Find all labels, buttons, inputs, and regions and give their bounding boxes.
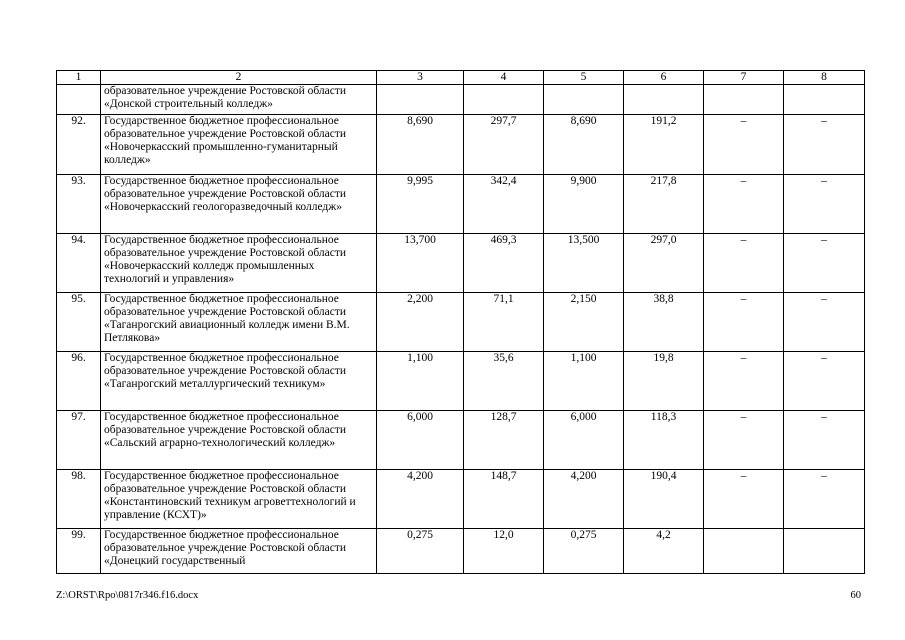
row-number: 96.: [57, 352, 101, 411]
value-col-4: 35,6: [464, 352, 544, 411]
value-col-3: 0,275: [377, 529, 464, 574]
row-number: 94.: [57, 234, 101, 293]
value-col-7: –: [704, 470, 784, 529]
table-row: [57, 85, 865, 115]
file-path: Z:\ORST\Rpo\0817r346.f16.docx: [56, 590, 199, 601]
row-number: 95.: [57, 293, 101, 352]
value-col-5: 1,100: [544, 352, 624, 411]
institution-name: Государственное бюджетное профессиональное образовательное учреждение Ростовской области «Новочеркасский геологоразведочный колледж»: [101, 175, 377, 234]
value-col-4: 297,7: [464, 115, 544, 175]
row-number: 99.: [57, 529, 101, 574]
column-header: 4: [464, 71, 544, 85]
value-col-5: 8,690: [544, 115, 624, 175]
value-col-7: –: [704, 352, 784, 411]
table-row: [57, 234, 865, 293]
row-number: 97.: [57, 411, 101, 470]
value-col-8: –: [784, 352, 865, 411]
value-col-8: –: [784, 293, 865, 352]
value-col-7: –: [704, 293, 784, 352]
institution-name: Государственное бюджетное профессиональное образовательное учреждение Ростовской области «Таганрогский авиационный колледж имени В.М. Петлякова»: [101, 293, 377, 352]
institution-name: Государственное бюджетное профессиональное образовательное учреждение Ростовской области «Константиновский техникум агроветтехнологий и управление (КСХТ)»: [101, 470, 377, 529]
value-col-6: 217,8: [624, 175, 704, 234]
table-row: [57, 529, 865, 574]
table-row: [57, 352, 865, 411]
value-col-7: –: [704, 175, 784, 234]
institution-name: Государственное бюджетное профессиональное образовательное учреждение Ростовской области «Донецкий государственный: [101, 529, 377, 574]
value-col-3: 6,000: [377, 411, 464, 470]
table-row: [57, 115, 865, 175]
page-number: 60: [850, 590, 861, 601]
value-col-4: 128,7: [464, 411, 544, 470]
value-col-3: 4,200: [377, 470, 464, 529]
column-header: 8: [784, 71, 865, 85]
column-header: 6: [624, 71, 704, 85]
institution-name: Государственное бюджетное профессиональное образовательное учреждение Ростовской области «Таганрогский металлургический техникум»: [101, 352, 377, 411]
value-col-3: 9,995: [377, 175, 464, 234]
institution-name: образовательное учреждение Ростовской области «Донской строительный колледж»: [101, 85, 377, 115]
value-col-5: 9,900: [544, 175, 624, 234]
row-number: 98.: [57, 470, 101, 529]
value-col-7: –: [704, 411, 784, 470]
value-col-4: 148,7: [464, 470, 544, 529]
row-number: [57, 85, 101, 115]
table-row: [57, 470, 865, 529]
value-col-6: 38,8: [624, 293, 704, 352]
value-col-6: 190,4: [624, 470, 704, 529]
value-col-3: 8,690: [377, 115, 464, 175]
table-row: [57, 411, 865, 470]
value-col-5: 13,500: [544, 234, 624, 293]
value-col-7: –: [704, 234, 784, 293]
value-col-7: [704, 529, 784, 574]
row-number: 93.: [57, 175, 101, 234]
institution-name: Государственное бюджетное профессиональное образовательное учреждение Ростовской области «Новочеркасский колледж промышленных технологий и управления»: [101, 234, 377, 293]
column-number-row: [57, 71, 865, 85]
value-col-8: –: [784, 234, 865, 293]
value-col-6: 118,3: [624, 411, 704, 470]
value-col-7: –: [704, 115, 784, 175]
value-col-5: 6,000: [544, 411, 624, 470]
value-col-4: 71,1: [464, 293, 544, 352]
value-col-3: 1,100: [377, 352, 464, 411]
table-row: [57, 293, 865, 352]
value-col-5: 4,200: [544, 470, 624, 529]
column-header: 1: [57, 71, 101, 85]
value-col-8: –: [784, 175, 865, 234]
value-col-4: 469,3: [464, 234, 544, 293]
column-header: 2: [101, 71, 377, 85]
institution-name: Государственное бюджетное профессиональное образовательное учреждение Ростовской области «Новочеркасский промышленно-гуманитарный колледж»: [101, 115, 377, 175]
value-col-8: –: [784, 115, 865, 175]
institution-name: Государственное бюджетное профессиональное образовательное учреждение Ростовской области «Сальский аграрно-технологический колледж»: [101, 411, 377, 470]
value-col-5: 0,275: [544, 529, 624, 574]
value-col-6: 191,2: [624, 115, 704, 175]
value-col-6: 19,8: [624, 352, 704, 411]
column-header: 5: [544, 71, 624, 85]
budget-table: [56, 70, 865, 574]
value-col-3: 13,700: [377, 234, 464, 293]
value-col-4: 12,0: [464, 529, 544, 574]
row-number: 92.: [57, 115, 101, 175]
value-col-5: 2,150: [544, 293, 624, 352]
value-col-8: [784, 529, 865, 574]
value-col-6: 297,0: [624, 234, 704, 293]
value-col-8: –: [784, 470, 865, 529]
column-header: 7: [704, 71, 784, 85]
value-col-4: 342,4: [464, 175, 544, 234]
value-col-8: –: [784, 411, 865, 470]
table-row: [57, 175, 865, 234]
value-col-6: 4,2: [624, 529, 704, 574]
column-header: 3: [377, 71, 464, 85]
value-col-3: 2,200: [377, 293, 464, 352]
